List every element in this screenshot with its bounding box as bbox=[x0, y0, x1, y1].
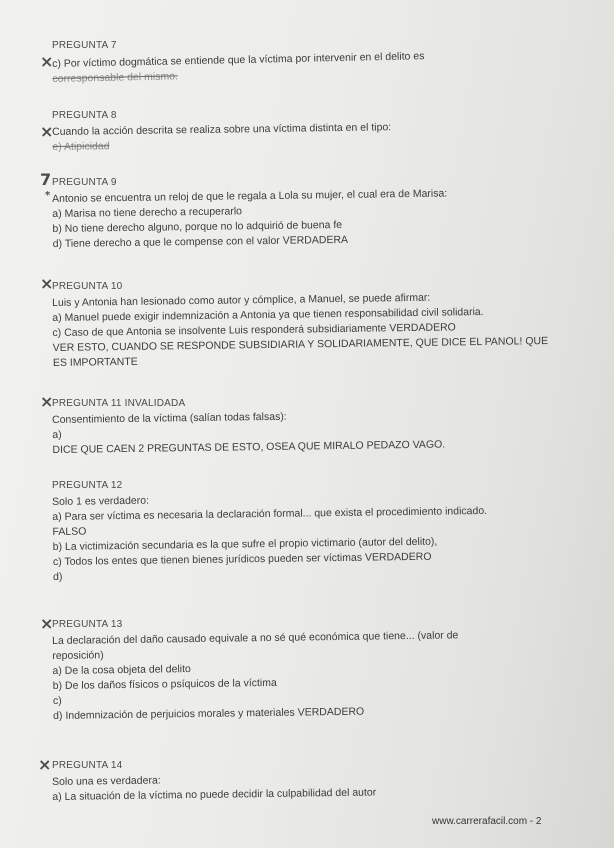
note-line: ES IMPORTANTE bbox=[52, 355, 138, 369]
cross-mark-icon: × bbox=[40, 392, 54, 411]
question-11 bbox=[52, 396, 552, 458]
question-9 bbox=[52, 175, 552, 252]
answer-line: d) Tiene derecho a que le compense con el valor VERDADERA bbox=[52, 233, 349, 250]
answer-line: c) Por víctimo dogmática se entiende que la víctima por intervenir en el delito es bbox=[52, 50, 425, 70]
answer-line: d) Indemnización de perjuicios morales y materiales VERDADERO bbox=[53, 705, 365, 722]
note-line: DICE QUE CAEN 2 PREGUNTAS DE ESTO, OSEA QUE MIRALO PEDAZO VAGO. bbox=[52, 438, 446, 456]
answer-line: b) La victimización secundaria es la que sufre el propio victimario (autor del delito), bbox=[52, 535, 438, 553]
cross-mark-icon: × bbox=[38, 755, 52, 774]
answer-line: a) La situación de la víctima no puede decidir la culpabilidad del autor bbox=[52, 786, 377, 803]
question-text: Solo una es verdadera: bbox=[52, 774, 161, 788]
cross-mark-icon: × bbox=[40, 274, 54, 293]
answer-line: c) Caso de que Antonia se insolvente Luis responderá subsidiariamente VERDADERO bbox=[52, 321, 456, 339]
answer-line: a) Para ser víctima es necesaria la declaración formal... que exista el procedimiento indicado. bbox=[52, 504, 488, 523]
cross-mark-icon: × bbox=[40, 122, 54, 141]
answer-line: c) bbox=[52, 694, 62, 707]
question-text: Antonio se encuentra un reloj de que le regala a Lola su mujer, el cual era de Marisa: bbox=[52, 187, 448, 205]
answer-line: b) No tiene derecho alguno, porque no lo adquirió de buena fe bbox=[52, 218, 343, 235]
question-heading: PREGUNTA 7 bbox=[52, 40, 117, 51]
question-12 bbox=[52, 478, 552, 585]
question-heading: PREGUNTA 13 bbox=[52, 619, 123, 630]
tick-mark-icon: 7 bbox=[40, 170, 52, 189]
question-10 bbox=[52, 279, 552, 371]
question-text: Luis y Antonia han lesionado como autor y cómplice, a Manuel, se puede afirmar: bbox=[52, 291, 431, 309]
question-heading: PREGUNTA 10 bbox=[52, 281, 123, 292]
answer-line: FALSO bbox=[52, 525, 87, 538]
question-heading: PREGUNTA 11 INVALIDADA bbox=[52, 398, 186, 409]
cross-mark-icon: × bbox=[40, 52, 54, 71]
answer-line: e) Atipicidad bbox=[52, 140, 110, 153]
question-text: La declaración del daño causado equivale a no sé qué económica que tiene... (valor de bbox=[52, 629, 459, 647]
question-text: Consentimiento de la víctima (salían todas falsas): bbox=[52, 410, 287, 426]
question-heading: PREGUNTA 12 bbox=[52, 480, 123, 491]
question-heading: PREGUNTA 9 bbox=[52, 177, 117, 188]
page-footer: www.carrerafacil.com - 2 bbox=[432, 816, 542, 827]
cross-mark-icon: × bbox=[40, 614, 54, 633]
answer-line: b) De los daños físicos o psíquicos de la víctima bbox=[52, 676, 277, 692]
answer-line: a) De la cosa objeta del delito bbox=[52, 663, 191, 677]
question-8 bbox=[52, 108, 552, 155]
answer-line: d) bbox=[53, 570, 63, 583]
question-heading: PREGUNTA 8 bbox=[52, 110, 117, 121]
question-7 bbox=[52, 38, 552, 87]
question-14 bbox=[52, 758, 552, 805]
question-text: reposición) bbox=[52, 649, 104, 662]
answer-line: a) bbox=[52, 428, 62, 441]
question-13 bbox=[52, 617, 552, 724]
bullet-mark-icon: * bbox=[45, 190, 51, 201]
note-line: VER ESTO, CUANDO SE RESPONDE SUBSIDIARIA Y SOLIDARIAMENTE, QUE DICE EL PANOL! QUE bbox=[52, 335, 549, 354]
question-text: Solo 1 es verdadero: bbox=[52, 494, 150, 508]
answer-line: Cuando la acción descrita se realiza sobre una víctima distinta en el tipo: bbox=[52, 121, 392, 138]
answer-line: corresponsable del mismo. bbox=[52, 70, 179, 85]
question-heading: PREGUNTA 14 bbox=[52, 760, 123, 771]
answer-line: a) Manuel puede exigir indemnización a Antonia ya que tienen responsabilidad civil solidaria. bbox=[52, 305, 484, 324]
answer-line: a) Marisa no tiene derecho a recuperarlo bbox=[52, 205, 243, 220]
answer-line: c) Todos los entes que tienen bienes jurídicos pueden ser víctimas VERDADERO bbox=[52, 550, 432, 568]
